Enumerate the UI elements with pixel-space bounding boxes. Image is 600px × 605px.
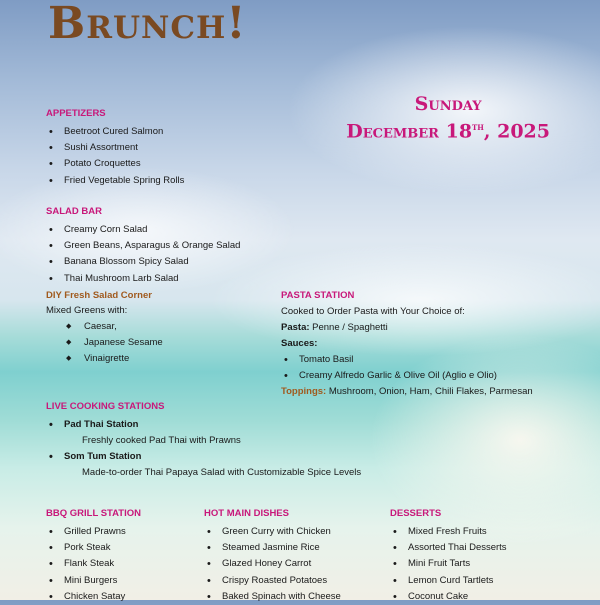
list-item: ◆ Caesar, — [46, 319, 163, 335]
list-item: • Baked Spinach with Cheese — [204, 589, 341, 605]
diy-salad-intro: Mixed Greens with: — [46, 305, 128, 316]
list-item: • Grilled Prawns — [46, 524, 141, 540]
toppings-value: Mushroom, Onion, Ham, Chili Flakes, Parmesan — [326, 386, 533, 398]
desserts-heading: DESSERTS — [390, 508, 442, 519]
toppings-label: Toppings: — [281, 386, 327, 398]
pasta-section — [281, 290, 593, 400]
list-item: • Creamy Corn Salad — [46, 222, 240, 238]
list-item: • Pork Steak — [46, 540, 141, 556]
salad-bar-section — [46, 206, 240, 287]
event-date — [346, 92, 550, 143]
hot-main-section — [204, 508, 341, 605]
date-month-day: December 18 — [346, 120, 473, 143]
date-day: Sunday — [414, 93, 482, 115]
list-item: • Chicken Satay — [46, 589, 141, 605]
toppings — [281, 384, 593, 400]
list-item: • Lemon Curd Tartlets — [390, 573, 507, 589]
diy-salad-heading: DIY Fresh Salad Corner — [46, 290, 152, 301]
date-full — [346, 116, 550, 143]
desserts-section — [390, 508, 507, 605]
diy-salad-section — [46, 290, 163, 367]
list-item: • Pad Thai Station — [46, 417, 361, 433]
date-suffix: th — [472, 122, 484, 133]
pasta-label: Pasta: — [281, 322, 310, 333]
sauces-label: Sauces: — [281, 338, 318, 349]
bbq-heading: BBQ GRILL STATION — [46, 508, 141, 519]
list-item: • Tomato Basil — [281, 352, 593, 368]
appetizers-heading: APPETIZERS — [46, 108, 106, 119]
list-item: • Glazed Honey Carrot — [204, 556, 341, 572]
list-item: • Som Tum Station — [46, 449, 361, 465]
list-item: • Flank Steak — [46, 556, 141, 572]
list-item: • Coconut Cake — [390, 589, 507, 605]
pasta-intro: Cooked to Order Pasta with Your Choice of: — [281, 306, 465, 317]
hot-main-heading: HOT MAIN DISHES — [204, 508, 289, 519]
station-description: Made-to-order Thai Papaya Salad with Customizable Spice Levels — [82, 467, 362, 479]
date-year: , 2025 — [483, 120, 550, 143]
bbq-section — [46, 508, 141, 605]
list-item: • Thai Mushroom Larb Salad — [46, 271, 240, 287]
station-description: Freshly cooked Pad Thai with Prawns — [82, 435, 241, 447]
list-item: • Mixed Fresh Fruits — [390, 524, 507, 540]
list-item: • Green Curry with Chicken — [204, 524, 341, 540]
list-item: • Crispy Roasted Potatoes — [204, 573, 341, 589]
pasta-value: Penne / Spaghetti — [309, 322, 388, 333]
list-item: • Fried Vegetable Spring Rolls — [46, 173, 184, 189]
list-item: • Mini Burgers — [46, 573, 141, 589]
list-item: • Mini Fruit Tarts — [390, 556, 507, 572]
list-item: • Steamed Jasmine Rice — [204, 540, 341, 556]
list-item: • Beetroot Cured Salmon — [46, 124, 184, 140]
list-item: ◆ Japanese Sesame — [46, 335, 163, 351]
list-item: • Sushi Assortment — [46, 140, 184, 156]
list-item: • Banana Blossom Spicy Salad — [46, 254, 240, 270]
live-cooking-heading: LIVE COOKING STATIONS — [46, 401, 165, 412]
live-cooking-section — [46, 401, 361, 481]
salad-bar-heading: SALAD BAR — [46, 206, 102, 217]
page-title: Brunch! — [48, 0, 247, 49]
list-item: • Potato Croquettes — [46, 156, 184, 172]
list-item: • Assorted Thai Desserts — [390, 540, 507, 556]
pasta-heading: PASTA STATION — [281, 290, 355, 301]
list-item: ◆ Vinaigrette — [46, 351, 163, 367]
appetizers-section — [46, 108, 184, 189]
list-item: • Green Beans, Asparagus & Orange Salad — [46, 238, 240, 254]
list-item: • Creamy Alfredo Garlic & Olive Oil (Aglio e Olio) — [281, 368, 593, 384]
pasta-choice — [281, 320, 593, 336]
